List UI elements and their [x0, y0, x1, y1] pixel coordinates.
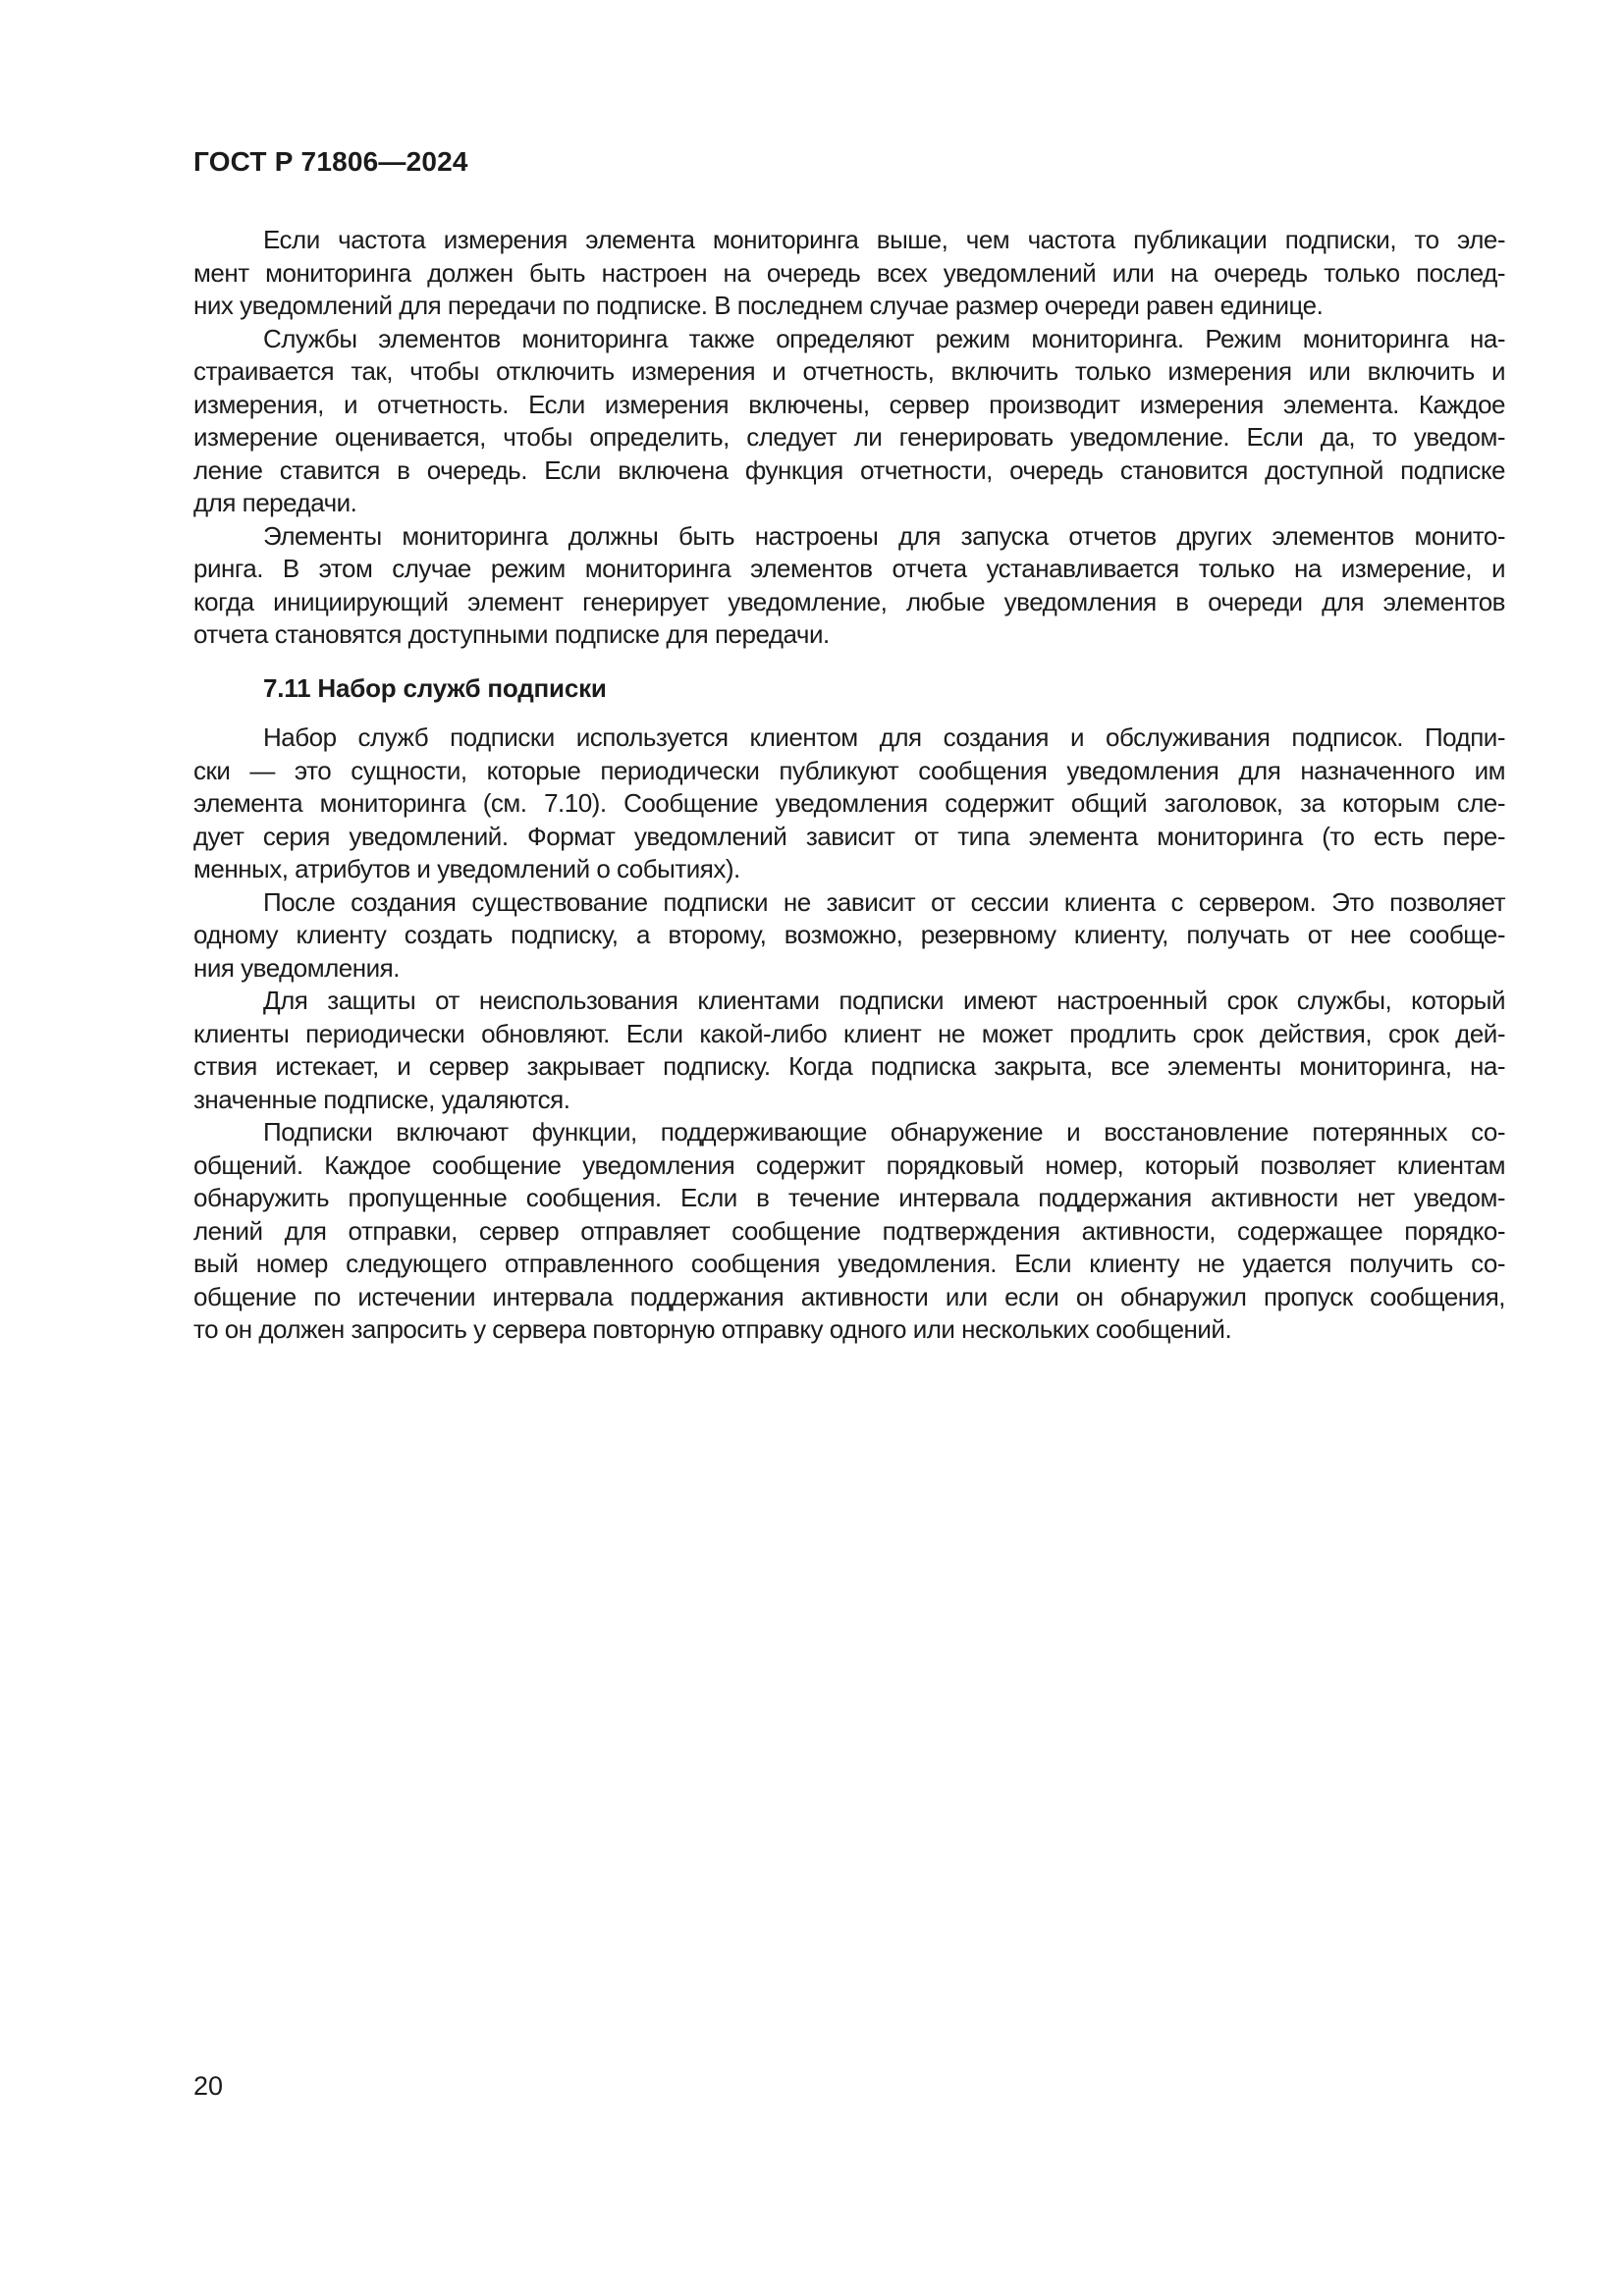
- text-line: После создания существование подписки не зависит от сессии клиента с сервером. Это позволяет: [263, 886, 1505, 917]
- paragraph: [193, 224, 1505, 323]
- text-line: менных, атрибутов и уведомлений о событиях).: [193, 854, 740, 883]
- text-line: общение по истечении интервала поддержания активности или если он обнаружил пропуск сообщения,: [193, 1281, 1505, 1311]
- text-line: Набор служб подписки используется клиентом для создания и обслуживания подписок. Подпи-: [263, 722, 1505, 752]
- document-designation-header: ГОСТ Р 71806—2024: [193, 146, 468, 177]
- text-line: измерение оценивается, чтобы определить, следует ли генерировать уведомление. Если да, то уведом-: [193, 422, 1505, 452]
- paragraph: [193, 721, 1505, 886]
- paragraph: [193, 1116, 1505, 1347]
- text-line: общений. Каждое сообщение уведомления содержит порядковый номер, который позволяет клиентам: [193, 1149, 1505, 1180]
- text-line: ски — это сущности, которые периодически публикуют сообщения уведомления для назначенного им: [193, 755, 1505, 785]
- text-line: дует серия уведомлений. Формат уведомлений зависит от типа элемента мониторинга (то есть пере-: [193, 821, 1505, 851]
- text-line: когда инициирующий элемент генерирует уведомление, любые уведомления в очереди для элементов: [193, 586, 1505, 616]
- text-line: вый номер следующего отправленного сообщения уведомления. Если клиенту не удается получить со-: [193, 1249, 1505, 1278]
- text-line: обнаружить пропущенные сообщения. Если в течение интервала поддержания активности нет уведом-: [193, 1183, 1505, 1212]
- text-line: ствия истекает, и сервер закрывает подписку. Когда подписка закрыта, все элементы мониторинга, на-: [193, 1051, 1505, 1081]
- text-line: Элементы мониторинга должны быть настроены для запуска отчетов других элементов монито-: [263, 520, 1505, 551]
- text-line: отчета становятся доступными подписке для передачи.: [193, 619, 830, 649]
- document-body: [193, 224, 1505, 1347]
- paragraph: [193, 985, 1505, 1116]
- text-line: Если частота измерения элемента мониторинга выше, чем частота публикации подписки, то эле-: [263, 225, 1505, 254]
- text-line: ринга. В этом случае режим мониторинга элементов отчета устанавливается только на измерение, и: [193, 554, 1505, 583]
- text-line: ление ставится в очередь. Если включена функция отчетности, очередь становится доступной подписке: [193, 454, 1505, 485]
- text-line: Подписки включают функции, поддерживающие обнаружение и восстановление потерянных со-: [263, 1117, 1505, 1147]
- text-line: значенные подписке, удаляются.: [193, 1084, 570, 1114]
- text-line: элемента мониторинга (см. 7.10). Сообщение уведомления содержит общий заголовок, за которым сле-: [193, 788, 1505, 818]
- text-line: одному клиенту создать подписку, а второму, возможно, резервному клиенту, получать от нее сообще-: [193, 920, 1505, 949]
- text-line: Для защиты от неиспользования клиентами подписки имеют настроенный срок службы, который: [263, 986, 1505, 1015]
- text-line: ния уведомления.: [193, 952, 400, 983]
- text-line: лений для отправки, сервер отправляет сообщение подтверждения активности, содержащее порядко-: [193, 1215, 1505, 1246]
- section-heading: 7.11 Набор служб подписки: [263, 672, 607, 703]
- page-number: 20: [193, 2071, 224, 2101]
- paragraph: [193, 886, 1505, 986]
- text-line: для передачи.: [193, 488, 357, 517]
- text-line: измерения, и отчетность. Если измерения включены, сервер производит измерения элемента. Каждое: [193, 389, 1505, 419]
- text-line: них уведомлений для передачи по подписке. В последнем случае размер очереди равен единице.: [193, 291, 1324, 320]
- paragraph: [193, 520, 1505, 652]
- text-line: мент мониторинга должен быть настроен на очередь всех уведомлений или на очередь только послед-: [193, 257, 1505, 288]
- text-line: страивается так, чтобы отключить измерения и отчетность, включить только измерения или включить и: [193, 356, 1505, 386]
- text-line: клиенты периодически обновляют. Если какой-либо клиент не может продлить срок действия, срок дей-: [193, 1018, 1505, 1048]
- text-line: Службы элементов мониторинга также определяют режим мониторинга. Режим мониторинга на-: [263, 323, 1505, 353]
- text-line: то он должен запросить у сервера повторную отправку одного или нескольких сообщений.: [193, 1314, 1232, 1344]
- paragraph: [193, 323, 1505, 520]
